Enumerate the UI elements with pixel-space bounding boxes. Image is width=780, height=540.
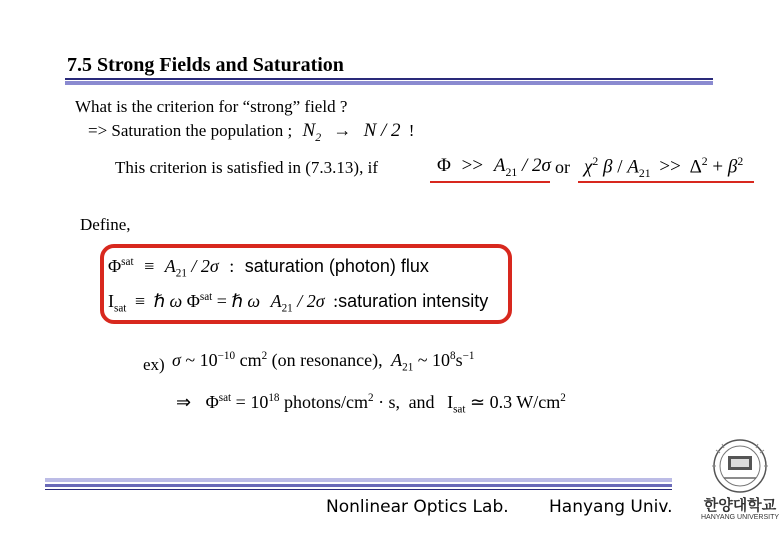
footer-rule-mid [45,484,672,487]
cond2-underline [578,181,754,183]
university-seal-icon [700,438,780,498]
slide-title: 7.5 Strong Fields and Saturation [67,54,344,76]
def-line-flux: $\Phi^{sat} \equiv A_{21} / 2\sigma$ : saturation (photon) flux [108,256,429,280]
saturation-line [88,120,414,145]
footer-rule-dark [45,489,672,490]
title-rule-shadow [65,81,713,85]
exclamation: ! [408,121,415,140]
footer-university: Hanyang Univ. [549,497,673,517]
saturation-prefix: => Saturation the population ; [88,121,293,140]
or-text: or [555,157,570,177]
criterion-text: This criterion is satisfied in (7.3.13), if [115,158,378,177]
n2-symbol: $N_2$ [302,120,322,144]
arrow-symbol: → [333,120,352,140]
university-logo [700,438,780,528]
n-half: N / 2 [363,120,401,141]
example-line-1: σ ~ $10^{-10}$ $cm^2$ (on resonance), $A_{21}$ ~ $10^8s^{-1}$ [172,350,475,374]
logo-korean: 한양대학교 [703,496,777,514]
def-line-intensity: $I_{sat}$ ≡ ℏ ω $\Phi^{sat}$ = ℏ ω $A_{21} / 2\sigma$ :saturation intensity [108,291,489,315]
example-label: ex) [143,355,165,374]
footer-rule-light [45,478,672,482]
define-label: Define, [80,215,131,234]
cond1-underline [430,181,550,183]
logo-english: HANYANG UNIVERSITY [700,514,780,521]
footer-lab: Nonlinear Optics Lab. [326,497,509,517]
question-text: What is the criterion for “strong” field ? [75,97,348,116]
title-rule [65,78,713,80]
example-line-2: ⇒ $\Phi^{sat} = 10^{18}$ photons/$cm^2 \cdot s$, and $I_{sat}$ ≃ 0.3 $W/cm^2$ [176,392,566,416]
criterion-cond2: $\chi^2$ $\beta / A_{21} >> \Delta^2 + \beta^2$ [584,155,744,181]
criterion-cond1: $\Phi >> A_{21} / 2\sigma$ [437,155,551,179]
